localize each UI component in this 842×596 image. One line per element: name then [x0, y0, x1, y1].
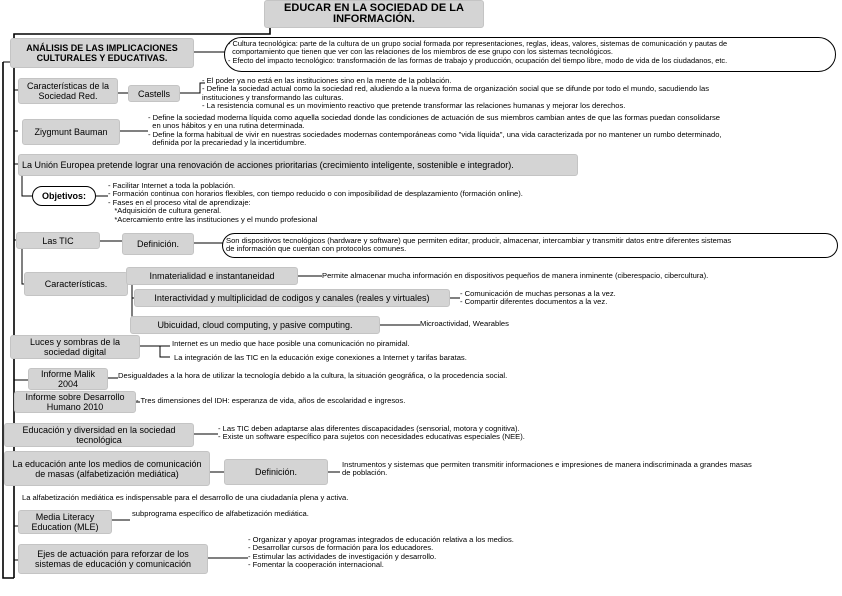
- luces-text2: La integración de las TIC en la educación exige conexiones a Internet y tarifas baratas.: [174, 353, 467, 362]
- luces-text1: Internet es un medio que hace posible una comunicación no piramidal.: [172, 339, 410, 348]
- medios-definicion-label: Definición.: [254, 467, 298, 477]
- c2-box: [134, 289, 450, 307]
- c3-label: Ubicuidad, cloud computing, y pasive computing.: [157, 320, 353, 330]
- analisis-label: ANÁLISIS DE LAS IMPLICACIONES CULTURALES Y EDUCATIVAS.: [26, 43, 178, 63]
- desarrollo-label: Informe sobre Desarrollo Humano 2010: [25, 392, 125, 412]
- tic-definicion-box: [122, 233, 194, 255]
- castells-text: - El poder ya no está en las instituciones sino en la mente de la población. - Define la sociedad actual como la sociedad red, aludiendo a la nueva forma de organización social que se difunde por todo el mundo, sacudiendo las instituciones y transformando las culturas. - La resistencia comunal es un movimiento reactivo que pretende transformar las relaciones humanas y mejorar los derechos.: [202, 76, 709, 111]
- analisis-box: [10, 38, 194, 68]
- castells-label: Castells: [137, 88, 170, 99]
- caracteristicas-box: [24, 272, 128, 296]
- c1-box: [126, 267, 298, 285]
- medios-note: La alfabetización mediática es indispensable para el desarrollo de una ciudadanía plena y activa.: [22, 493, 349, 502]
- medios-label: La educación ante los medios de comunicación de masas (alfabetización mediática): [12, 458, 202, 479]
- mle-text: subprograma específico de alfabetización mediática.: [132, 509, 309, 518]
- bauman-text: - Define la sociedad moderna líquida como aquella sociedad donde las condiciones de actuación de sus miembros cambian antes de que las formas puedan consolidarse en unos hábitos y en una rutina determinada. - Define la forma habitual de vivir en nuestras sociedades modernas contemporáneas como "vida líquida", una vida caracterizada por no mantener un rumbo determinado, definida por la precariedad y la incertidumbre.: [148, 113, 722, 148]
- c2-text: - Comunicación de muchas personas a la vez. - Compartir diferentes documentos a la vez.: [460, 289, 616, 307]
- ue-label: La Unión Europea pretende lograr una renovación de acciones prioritarias (crecimiento inteligente, sostenible e integrador).: [22, 160, 514, 170]
- c1-text: Permite almacenar mucha información en dispositivos pequeños de manera inminente (ciberespacio, cibercultura).: [322, 271, 709, 280]
- luces-box: [10, 335, 140, 359]
- medios-definicion-text: Instrumentos y sistemas que permiten transmitir informaciones e impresiones de manera indiscriminada a grandes masas de población.: [342, 460, 752, 478]
- desarrollo-text: - Tres dimensiones del IDH: esperanza de vida, años de escolaridad e ingresos.: [136, 396, 406, 405]
- tic-definicion-label: Definición.: [136, 239, 180, 249]
- objetivos-label: Objetivos:: [41, 191, 86, 201]
- medios-definicion-box: [224, 459, 328, 485]
- mle-box: [18, 510, 112, 534]
- luces-label: Luces y sombras de la sociedad digital: [29, 337, 121, 357]
- diversidad-text: - Las TIC deben adaptarse alas diferentes discapacidades (sensorial, motora y cognitiva). - Existe un software específico para sujetos con necesidades educativas especiales (NEE).: [218, 424, 525, 442]
- c1-label: Inmaterialidad e instantaneidad: [149, 271, 275, 281]
- malik-text: Desigualdades a la hora de utilizar la tecnología debido a la cultura, la situación geográfica, o la procedencia social.: [118, 371, 508, 380]
- medios-box: [4, 451, 210, 486]
- page-title: EDUCAR EN LA SOCIEDAD DE LA INFORMACIÓN.: [284, 2, 464, 25]
- tic-definicion-text: Son dispositivos tecnológicos (hardware y software) que permiten editar, producir, almacenar, intercambiar y transmitir datos entre diferentes sistemas de información que cuentan con protocolos comunes.: [226, 236, 732, 254]
- ue-box: [18, 154, 578, 176]
- castells-box: [128, 85, 180, 102]
- tic-box: [16, 232, 100, 249]
- red-label: Características de la Sociedad Red.: [26, 81, 110, 101]
- red-box: [18, 78, 118, 104]
- objetivos-text: - Facilitar Internet a toda la población. - Formación continua con horarios flexibles, con tiempo reducido o con imposibilidad de desplazamiento (formación online). - Fases en el proceso vital de aprendizaje: *Adquisición de cultura general. *Acercamiento entre las instituciones y el mundo profesional: [108, 181, 523, 224]
- diversidad-label: Educación y diversidad en la sociedad tecnológica: [22, 425, 176, 445]
- desarrollo-box: [14, 391, 136, 413]
- caracteristicas-label: Características.: [44, 279, 108, 289]
- c3-text: Microactividad, Wearables: [420, 319, 509, 328]
- mle-label: Media Literacy Education (MLE): [31, 512, 99, 532]
- ejes-text: - Organizar y apoyar programas integrados de educación relativa a los medios. - Desarrollar cursos de formación para los educadores. - Estimular las actividades de investigación y desarrollo. - Fomentar la cooperación internacional.: [248, 535, 514, 570]
- title-box: [264, 0, 484, 28]
- analisis-text: - Cultura tecnológica: parte de la cultura de un grupo social formada por representaciones, reglas, ideas, valores, sistemas de comunicación y pautas de comportamiento que tienen que ver con las relaciones de los miembros de ese grupo con los sistemas tecnológicos. - Efecto del impacto tecnológico: transformación de las formas de trabajo y producción, ocupación del tiempo libre, modo de vida de los ciudadanos, etc.: [228, 39, 728, 65]
- c3-box: [130, 316, 380, 334]
- c2-label: Interactividad y multiplicidad de codigos y canales (reales y virtuales): [154, 293, 430, 303]
- bauman-box: [22, 119, 120, 145]
- ejes-label: Ejes de actuación para reforzar de los sistemas de educación y comunicación: [34, 549, 192, 569]
- diversidad-box: [4, 423, 194, 447]
- bauman-label: Ziygmunt Bauman: [34, 127, 108, 137]
- objetivos-oval: [32, 186, 96, 206]
- tic-label: Las TIC: [42, 235, 74, 246]
- ejes-box: [18, 544, 208, 574]
- malik-box: [28, 368, 108, 390]
- malik-label: Informe Malik 2004: [40, 369, 95, 389]
